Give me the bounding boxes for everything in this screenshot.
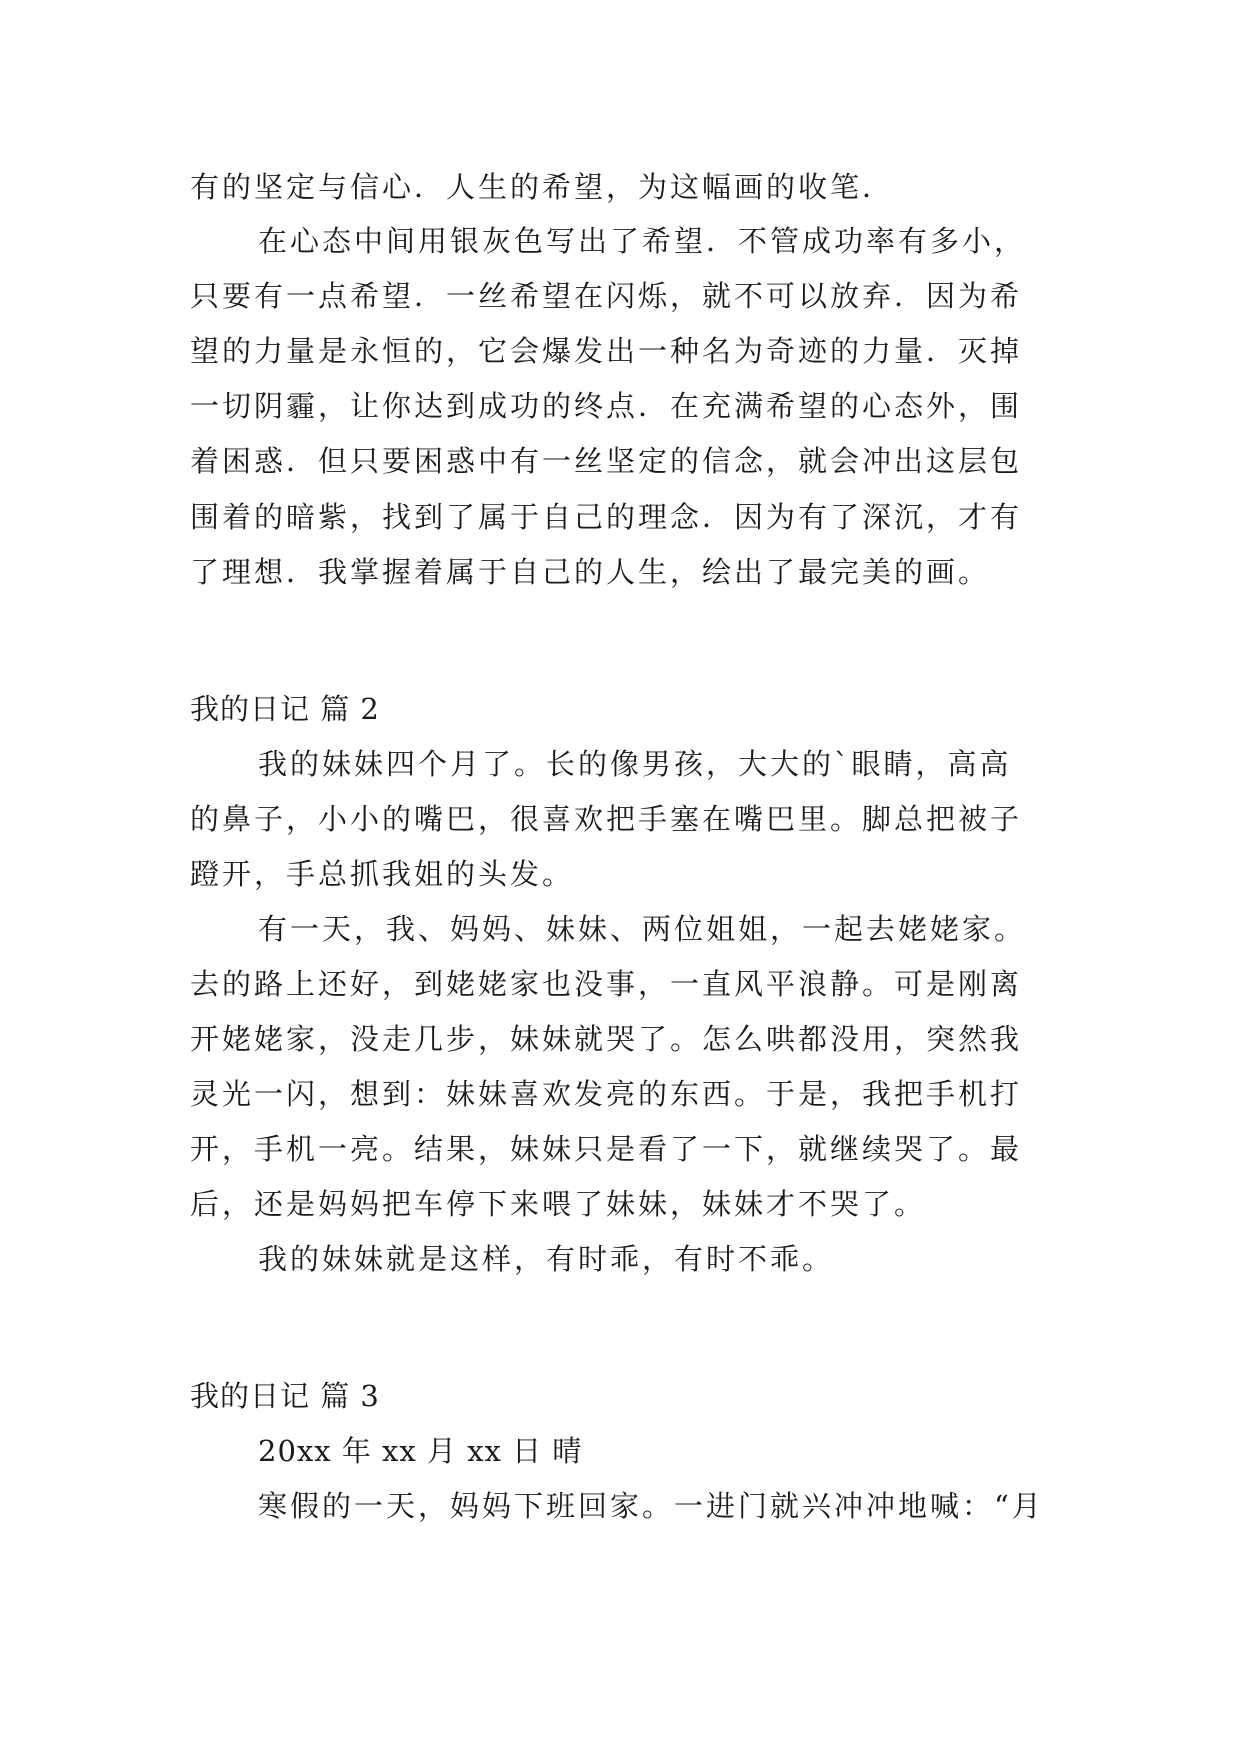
paragraph-line: 开，手机一亮。结果，妹妹只是看了一下，就继续哭了。最 bbox=[190, 1132, 1023, 1166]
paragraph-line: 只要有一点希望．一丝希望在闪烁，就不可以放弃．因为希 bbox=[190, 279, 1023, 313]
paragraph-line: 去的路上还好，到姥姥家也没事，一直风平浪静。可是刚离 bbox=[190, 967, 1023, 1001]
paragraph-line: 在心态中间用银灰色写出了希望．不管成功率有多小， bbox=[258, 224, 1027, 258]
paragraph-line: 我的妹妹四个月了。长的像男孩，大大的`眼睛，高高 bbox=[258, 747, 1012, 781]
paragraph-line: 灵光一闪，想到：妹妹喜欢发亮的东西。于是，我把手机打 bbox=[190, 1077, 1023, 1111]
paragraph-line: 有的坚定与信心．人生的希望，为这幅画的收笔． bbox=[190, 170, 895, 204]
paragraph-line: 的鼻子，小小的嘴巴，很喜欢把手塞在嘴巴里。脚总把被子 bbox=[190, 802, 1023, 836]
paragraph-line: 我的妹妹就是这样，有时乖，有时不乖。 bbox=[258, 1242, 835, 1276]
paragraph-line: 了理想．我掌握着属于自己的人生，绘出了最完美的画。 bbox=[190, 555, 991, 589]
paragraph-line: 望的力量是永恒的，它会爆发出一种名为奇迹的力量．灭掉 bbox=[190, 334, 1023, 368]
section-heading: 我的日记 篇 2 bbox=[190, 692, 380, 726]
paragraph-line: 有一天，我、妈妈、妹妹、两位姐姐，一起去姥姥家。 bbox=[258, 912, 1027, 946]
paragraph-line: 寒假的一天，妈妈下班回家。一进门就兴冲冲地喊：“月 bbox=[258, 1489, 1044, 1523]
paragraph-line: 后，还是妈妈把车停下来喂了妹妹，妹妹才不哭了。 bbox=[190, 1187, 927, 1221]
paragraph-line: 着困惑．但只要困惑中有一丝坚定的信念，就会冲出这层包 bbox=[190, 444, 1023, 478]
paragraph-line: 开姥姥家，没走几步，妹妹就哭了。怎么哄都没用，突然我 bbox=[190, 1022, 1023, 1056]
paragraph-line: 围着的暗紫，找到了属于自己的理念．因为有了深沉，才有 bbox=[190, 500, 1023, 534]
paragraph-line: 蹬开，手总抓我姐的头发。 bbox=[190, 857, 575, 891]
date-line: 20xx 年 xx 月 xx 日 晴 bbox=[258, 1434, 583, 1468]
section-heading: 我的日记 篇 3 bbox=[190, 1379, 380, 1413]
paragraph-line: 一切阴霾，让你达到成功的终点．在充满希望的心态外，围 bbox=[190, 389, 1023, 423]
